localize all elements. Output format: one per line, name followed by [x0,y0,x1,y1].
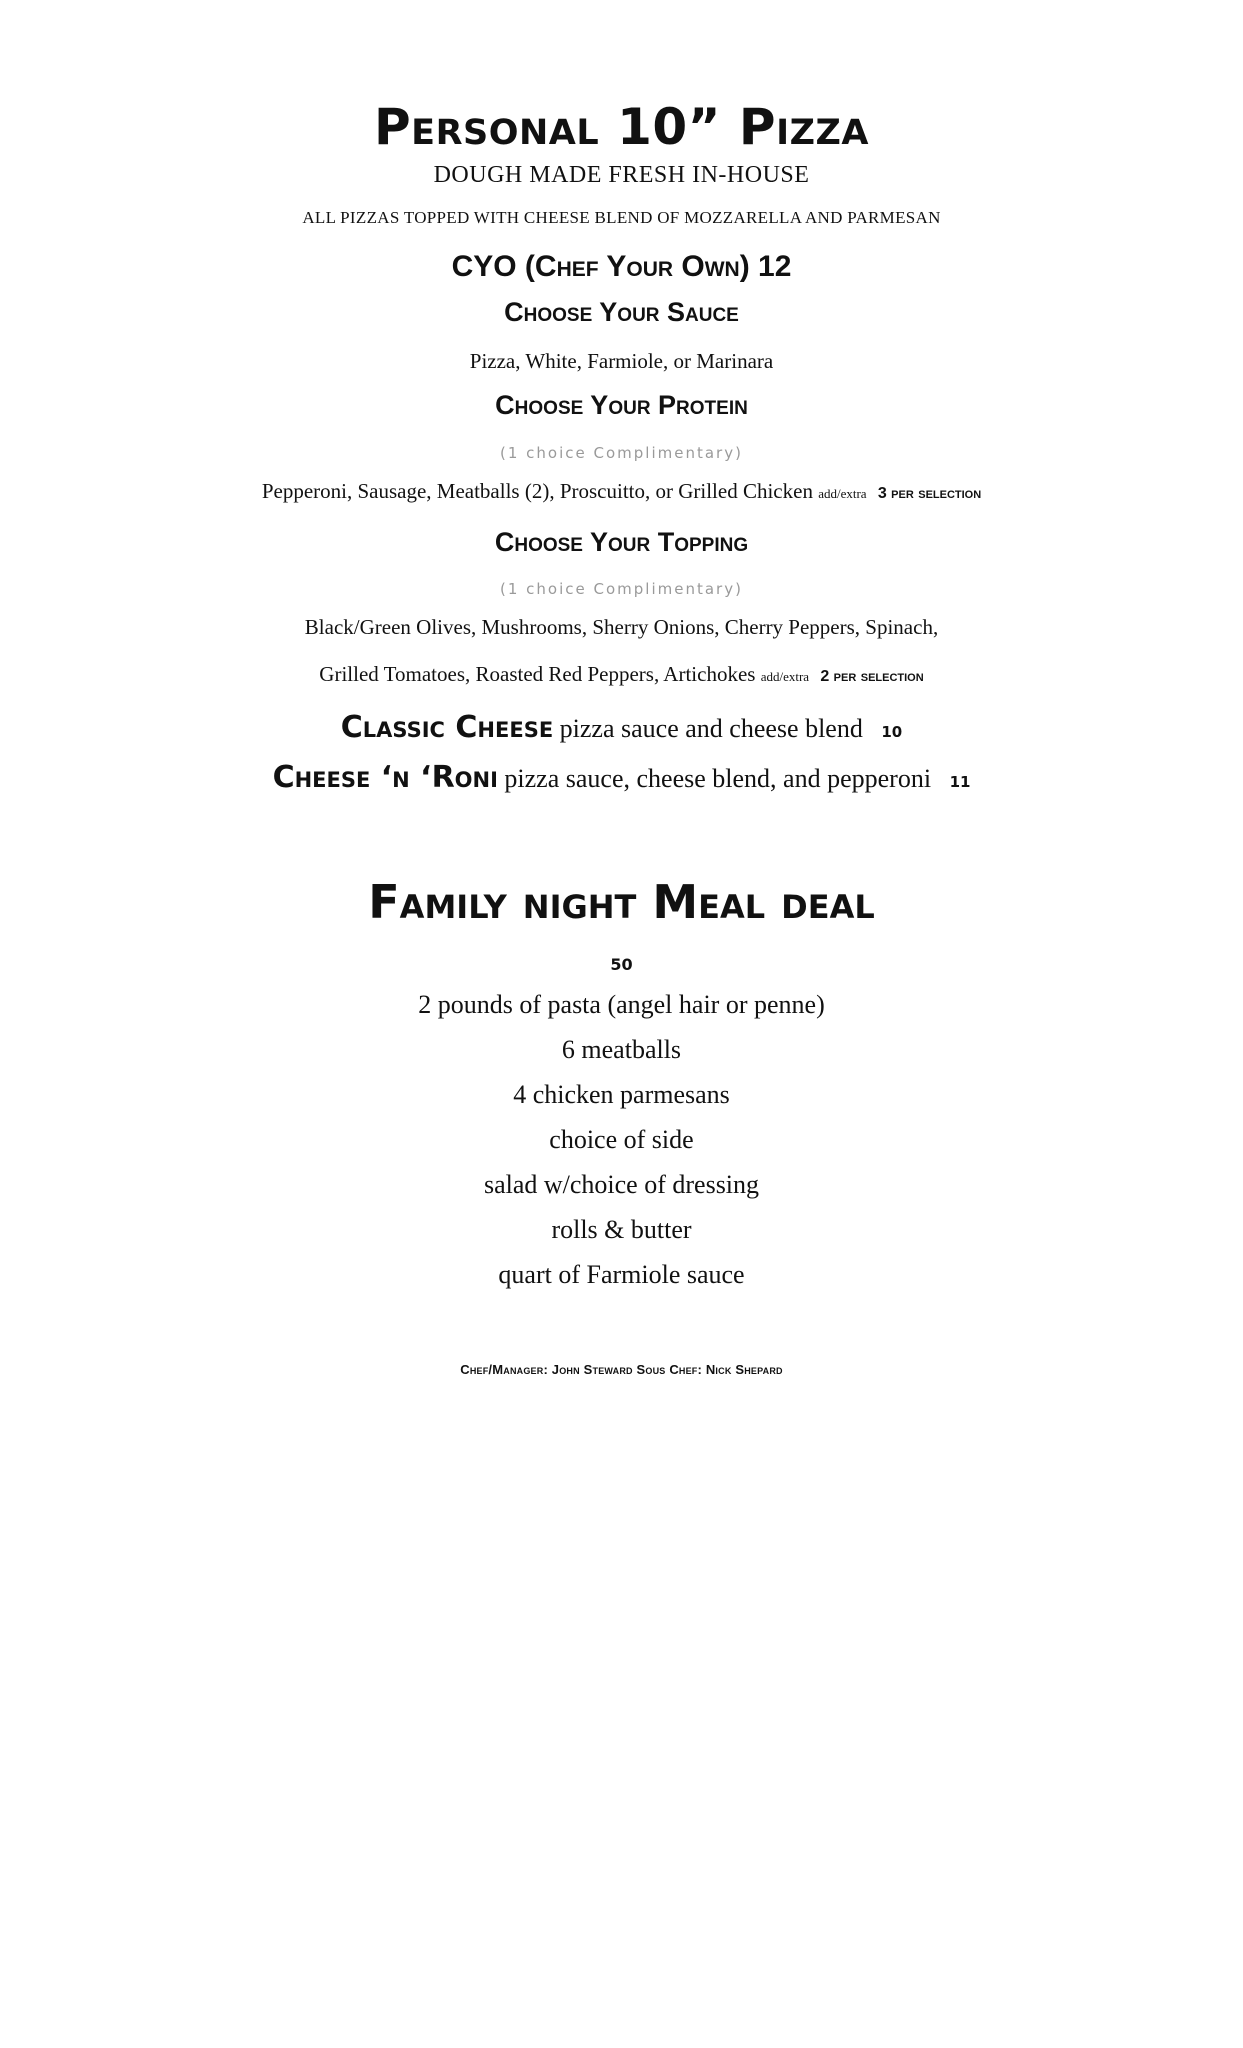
topping-addextra-label: add/extra [760,669,810,684]
menu-item-cheese-n-roni [0,760,1243,795]
protein-heading: Choose Your Protein [495,390,748,420]
menu-item-price: 10 [881,723,903,741]
topping-complimentary-note: (1 choice Complimentary) [500,580,743,598]
sauce-options: Pizza, White, Farmiole, or Marinara [469,349,774,373]
family-deal-title: Family night Meal deal [368,875,875,929]
sauce-heading: Choose Your Sauce [504,297,739,327]
topping-heading: Choose Your Topping [494,527,749,557]
topping-extra-price: 2 per selection [820,668,924,685]
family-deal-item: 6 meatballs [561,1035,682,1064]
protein-addextra-label: add/extra [818,486,867,501]
menu-item-price: 11 [949,773,971,791]
menu-item-description: pizza sauce and cheese blend [559,714,863,743]
family-deal-item: salad w/choice of dressing [483,1170,760,1199]
cyo-heading: CYO (Chef Your Own) 12 [451,250,792,283]
protein-complimentary-note: (1 choice Complimentary) [500,444,743,462]
family-deal-item: choice of side [549,1125,694,1154]
family-deal-item: rolls & butter [551,1215,692,1244]
pizza-section-title: Personal 10” Pizza [374,98,869,156]
menu-item-description: pizza sauce, cheese blend, and pepperoni [504,764,932,793]
menu-item-classic-cheese [0,710,1243,745]
protein-extra-price: 3 per selection [877,485,982,502]
menu-item-name: Cheese ‘n ‘Roni [272,760,498,795]
topping-options-line-1: Black/Green Olives, Mushrooms, Sherry Onions, Cherry Peppers, Spinach, [304,615,939,639]
family-deal-price: 50 [610,955,633,974]
protein-options: Pepperoni, Sausage, Meatballs (2), Proscuitto, or Grilled Chicken [261,479,813,503]
protein-options-line [0,479,1243,504]
family-deal-item: 2 pounds of pasta (angel hair or penne) [418,990,825,1019]
topping-options-line-2 [0,662,1243,687]
staff-credits: Chef/Manager: John Steward Sous Chef: Nick Shepard [460,1362,783,1377]
menu-item-name: Classic Cheese [340,710,554,745]
pizza-cheese-note: ALL PIZZAS TOPPED WITH CHEESE BLEND OF MOZZARELLA AND PARMESAN [302,208,941,227]
topping-options: Grilled Tomatoes, Roasted Red Peppers, Artichokes [319,662,756,686]
pizza-subtitle: DOUGH MADE FRESH IN-HOUSE [433,162,810,188]
family-deal-item: quart of Farmiole sauce [498,1260,745,1289]
family-deal-item: 4 chicken parmesans [513,1080,730,1109]
